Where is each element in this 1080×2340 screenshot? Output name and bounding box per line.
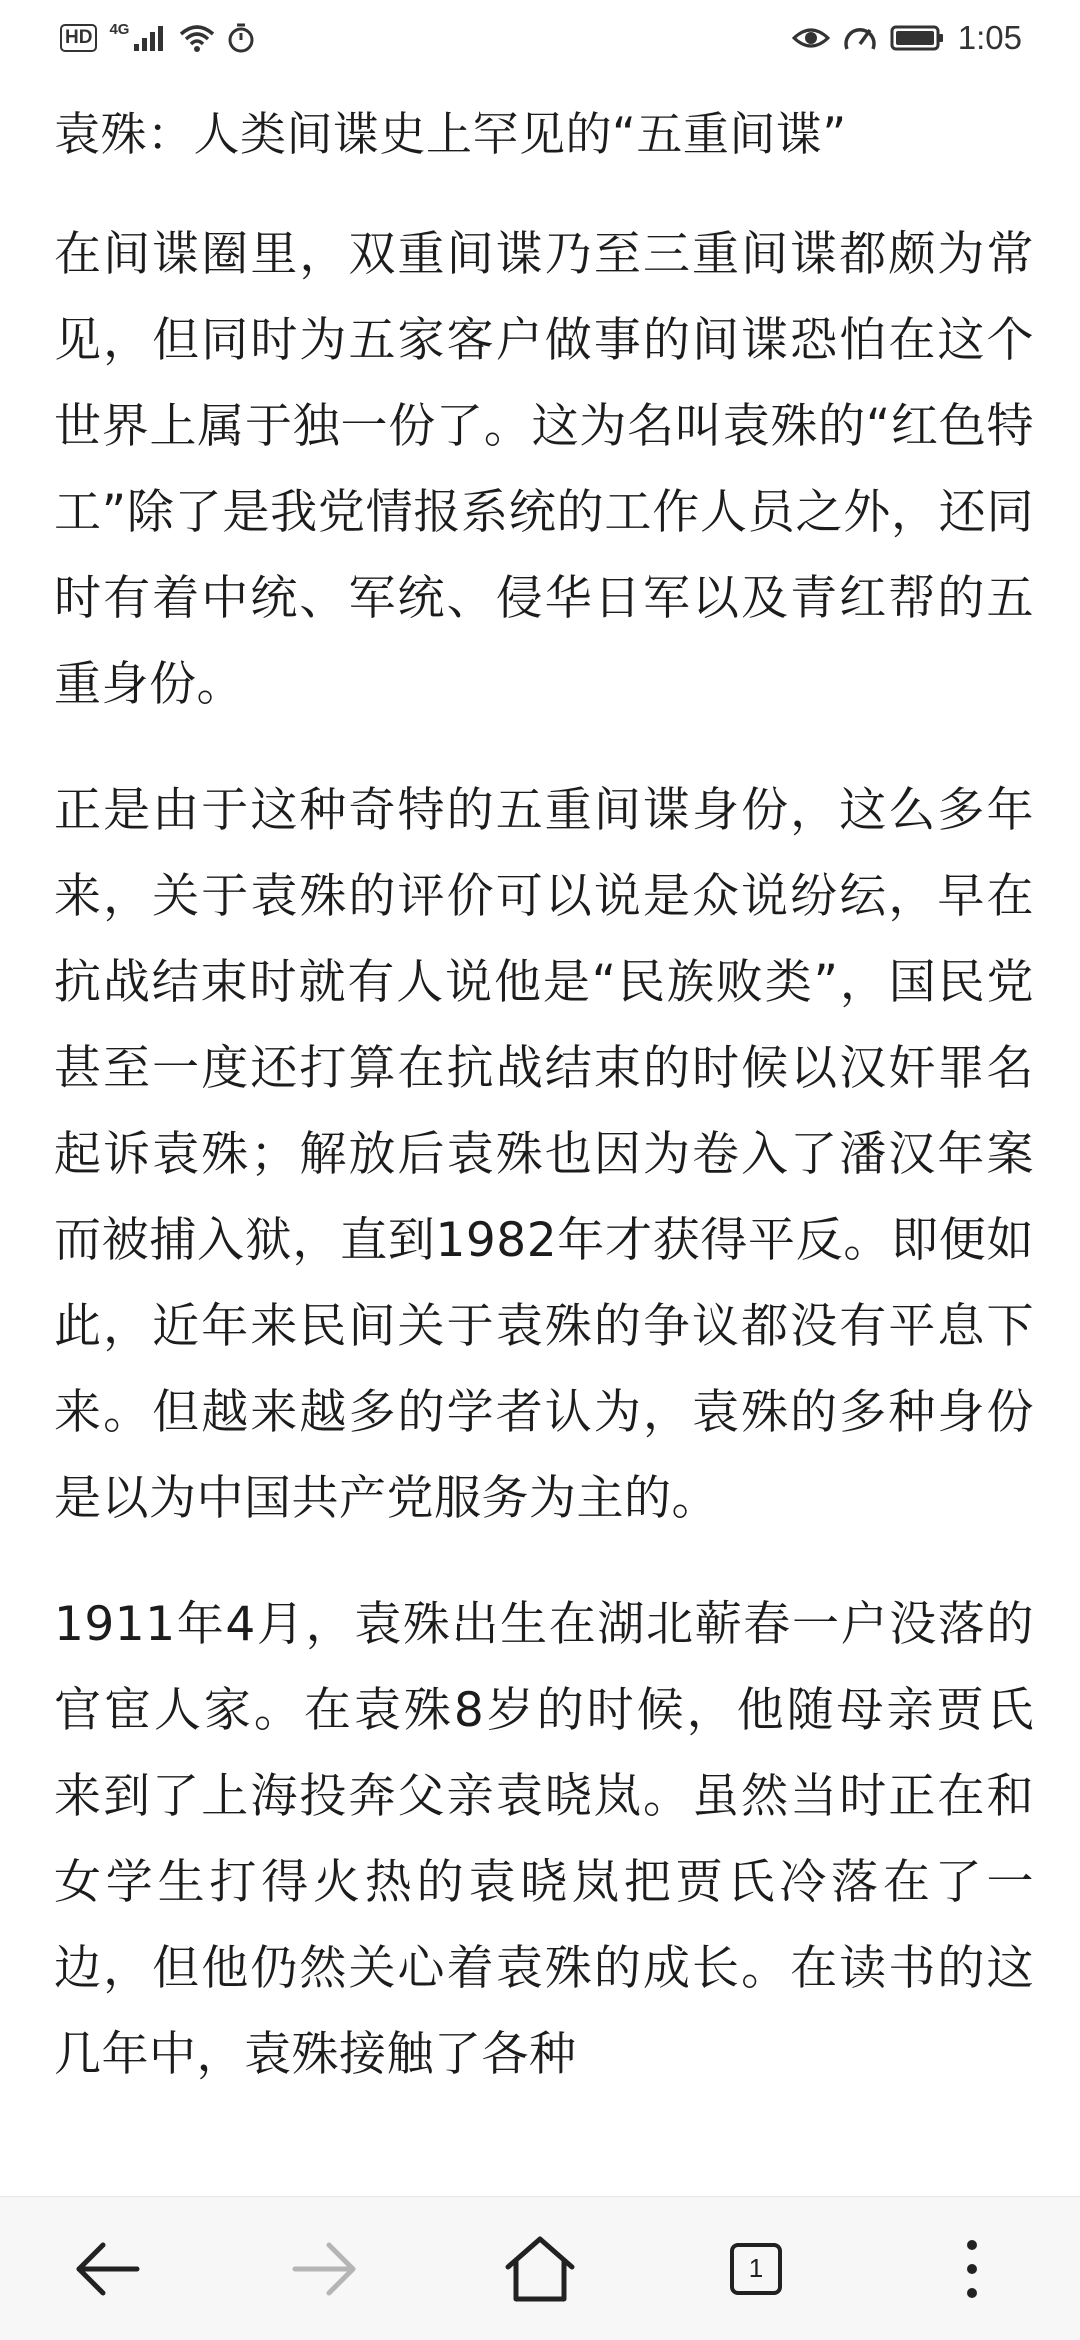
article-paragraph: 正是由于这种奇特的五重间谍身份，这么多年来，关于袁殊的评价可以说是众说纷纭，早在抗战结束时就有人说他是“民族败类”，国民党甚至一度还打算在抗战结束的时候以汉奸罪名起诉袁殊；解放后袁殊也因为卷入了潘汉年案而被捕入狱，直到1982年才获得平反。即便如此，近年来民间关于袁殊的争议都没有平息下来。但越来越多的学者认为，袁殊的多种身份是以为中国共产党服务为主的。 (54, 783, 1034, 1526)
browser-bottom-nav (0, 2196, 1080, 2340)
status-bar (0, 0, 1080, 76)
eye-icon (792, 24, 830, 52)
arrow-right-icon (289, 2239, 359, 2299)
article-content (54, 96, 1034, 2138)
hd-badge: HD (60, 24, 97, 52)
network-type-label: 4G (109, 21, 130, 38)
timer-icon (227, 23, 255, 53)
article-title: 袁殊：人类间谍史上罕见的“五重间谍” (54, 107, 847, 161)
article-paragraph: 在间谍圈里，双重间谍乃至三重间谍都颇为常见，但同时为五家客户做事的间谍恐怕在这个世界上属于独一份了。这为名叫袁殊的“红色特工”除了是我党情报系统的工作人员之外，还同时有着中统、军统、侵华日军以及青红帮的五重身份。 (54, 227, 1034, 712)
battery-icon (890, 24, 946, 52)
menu-button[interactable] (917, 2214, 1027, 2324)
more-vertical-icon (962, 2237, 982, 2301)
signal-icon (133, 24, 167, 52)
arrow-left-icon (73, 2239, 143, 2299)
home-button[interactable] (485, 2214, 595, 2324)
status-time: 1:05 (957, 19, 1022, 56)
tab-count: 1 (748, 2253, 764, 2283)
forward-button[interactable] (269, 2214, 379, 2324)
speed-icon (842, 22, 878, 54)
tab-count-icon (730, 2243, 782, 2295)
tabs-button[interactable] (701, 2214, 811, 2324)
home-icon (504, 2235, 576, 2303)
back-button[interactable] (53, 2214, 163, 2324)
status-bar-right (792, 19, 1022, 57)
status-bar-left (60, 23, 255, 53)
article-paragraph: 1911年4月，袁殊出生在湖北蕲春一户没落的官宦人家。在袁殊8岁的时候，他随母亲贾氏来到了上海投奔父亲袁晓岚。虽然当时正在和女学生打得火热的袁晓岚把贾氏冷落在了一边，但他仍然关心着袁殊的成长。在读书的这几年中，袁殊接触了各种 (54, 1597, 1034, 2082)
wifi-icon (179, 24, 215, 52)
